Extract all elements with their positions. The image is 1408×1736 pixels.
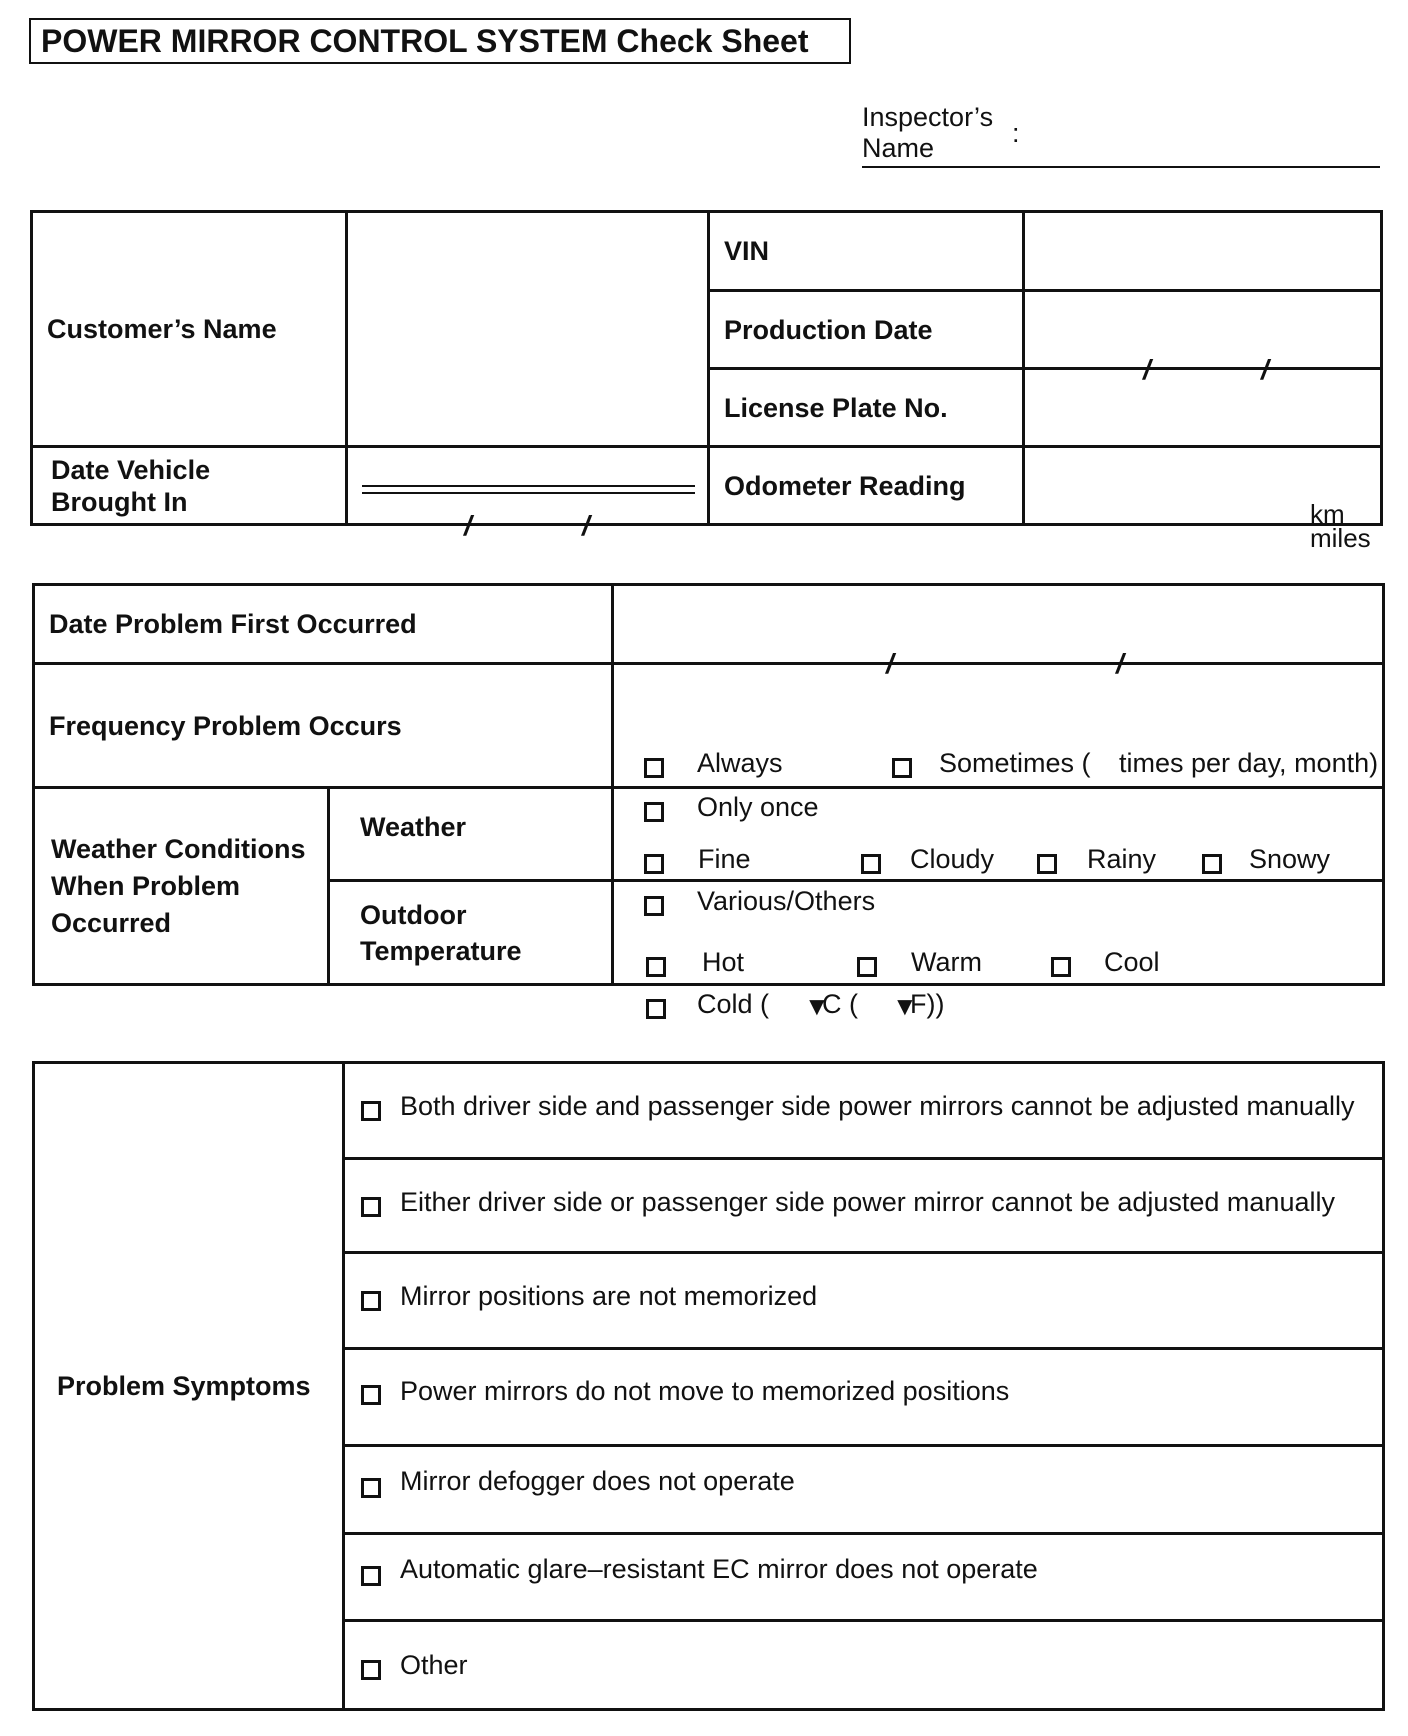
symptom-text: Either driver side or passenger side power mirror cannot be adjusted manually xyxy=(400,1187,1335,1217)
checkbox-various[interactable] xyxy=(644,896,664,916)
inspector-name-field[interactable] xyxy=(862,166,1380,168)
option-warm: Warm xyxy=(911,946,982,977)
production-date-field[interactable] xyxy=(1024,291,1382,385)
celsius-unit: C ( xyxy=(822,988,858,1019)
checkbox-symptom[interactable] xyxy=(361,1566,381,1586)
checkbox-rainy[interactable] xyxy=(1037,854,1057,874)
date-first-occurred-field[interactable] xyxy=(613,585,1384,679)
weather-conditions-label: Weather Conditions When Problem Occurred xyxy=(34,788,329,985)
row-divider xyxy=(345,1532,1382,1535)
option-snowy: Snowy xyxy=(1249,844,1331,874)
problem-conditions-table xyxy=(32,583,1385,1021)
vin-field[interactable] xyxy=(1024,212,1382,291)
date-slash: / xyxy=(1116,648,1124,679)
row-divider xyxy=(345,1619,1382,1622)
checkbox-symptom[interactable] xyxy=(361,1101,381,1121)
checkbox-cloudy[interactable] xyxy=(861,854,881,874)
date-slash: / xyxy=(1261,353,1269,385)
option-cloudy: Cloudy xyxy=(910,844,995,874)
checkbox-snowy[interactable] xyxy=(1202,854,1222,874)
license-plate-field[interactable] xyxy=(1024,369,1382,447)
checkbox-fine[interactable] xyxy=(644,854,664,874)
odometer-field[interactable] xyxy=(1024,447,1382,553)
checkbox-cold[interactable] xyxy=(646,999,666,1019)
row-divider xyxy=(345,1347,1382,1350)
odometer-label: Odometer Reading xyxy=(709,447,1024,525)
degree-triangle-icon: ▼ xyxy=(804,990,830,1021)
option-rainy: Rainy xyxy=(1087,844,1157,874)
fahrenheit-unit: F)) xyxy=(910,988,945,1019)
checkbox-sometimes[interactable] xyxy=(892,758,912,778)
symptoms-list xyxy=(344,1063,1384,1710)
production-date-label: Production Date xyxy=(709,291,1024,369)
date-slash: / xyxy=(582,509,590,541)
frequency-options xyxy=(613,664,1384,822)
row-divider xyxy=(345,1251,1382,1254)
km-unit: km xyxy=(1310,498,1345,529)
inspector-name-label: Inspector’s Name xyxy=(862,102,994,163)
symptom-text: Other xyxy=(400,1650,468,1680)
problem-symptoms-table xyxy=(32,1061,1385,1711)
weather-label: Weather xyxy=(329,788,613,881)
degree-triangle-icon: ▼ xyxy=(892,990,918,1021)
date-slash: / xyxy=(464,509,472,541)
checkbox-symptom[interactable] xyxy=(361,1291,381,1311)
option-cold: Cold ( xyxy=(697,988,770,1019)
vehicle-info-table xyxy=(30,210,1383,553)
date-vehicle-brought-in-label: Date Vehicle Brought In xyxy=(32,447,347,525)
problem-symptoms-label: Problem Symptoms xyxy=(34,1063,344,1710)
checkbox-symptom[interactable] xyxy=(361,1478,381,1498)
checkbox-hot[interactable] xyxy=(646,957,666,977)
date-slash: / xyxy=(886,648,894,679)
row-divider xyxy=(345,1157,1382,1160)
option-sometimes-tail: times per day, month) xyxy=(1119,747,1379,778)
option-only-once: Only once xyxy=(697,791,819,822)
checkbox-symptom[interactable] xyxy=(361,1385,381,1405)
checkbox-warm[interactable] xyxy=(857,957,877,977)
symptom-text: Mirror positions are not memorized xyxy=(400,1281,818,1311)
symptom-text: Both driver side and passenger side power mirrors cannot be adjusted manually xyxy=(400,1091,1355,1121)
date-slash: / xyxy=(1143,353,1151,385)
symptom-text: Power mirrors do not move to memorized positions xyxy=(400,1376,1010,1406)
checkbox-symptom[interactable] xyxy=(361,1197,381,1217)
customer-name-label: Customer’s Name xyxy=(32,212,347,447)
row-divider xyxy=(345,1444,1382,1447)
checkbox-only-once[interactable] xyxy=(644,802,664,822)
customer-name-field[interactable] xyxy=(347,212,709,447)
miles-unit: miles xyxy=(1310,522,1371,553)
option-various: Various/Others xyxy=(697,886,876,916)
checkbox-cool[interactable] xyxy=(1051,957,1071,977)
vin-label: VIN xyxy=(709,212,1024,291)
outdoor-temperature-label: Outdoor Temperature xyxy=(329,881,613,985)
option-always: Always xyxy=(697,747,783,778)
inspector-colon: : xyxy=(1012,118,1020,148)
option-hot: Hot xyxy=(702,946,745,977)
option-sometimes: Sometimes ( xyxy=(939,747,1091,778)
option-fine: Fine xyxy=(698,844,751,874)
option-cool: Cool xyxy=(1104,946,1160,977)
license-plate-label: License Plate No. xyxy=(709,369,1024,447)
page-title: POWER MIRROR CONTROL SYSTEM Check Sheet xyxy=(29,18,851,64)
checkbox-always[interactable] xyxy=(644,758,664,778)
frequency-label: Frequency Problem Occurs xyxy=(34,664,613,788)
symptom-text: Mirror defogger does not operate xyxy=(400,1466,795,1496)
symptom-text: Automatic glare–resistant EC mirror does not operate xyxy=(400,1554,1038,1584)
date-first-occurred-label: Date Problem First Occurred xyxy=(34,585,613,664)
checkbox-symptom[interactable] xyxy=(361,1660,381,1680)
